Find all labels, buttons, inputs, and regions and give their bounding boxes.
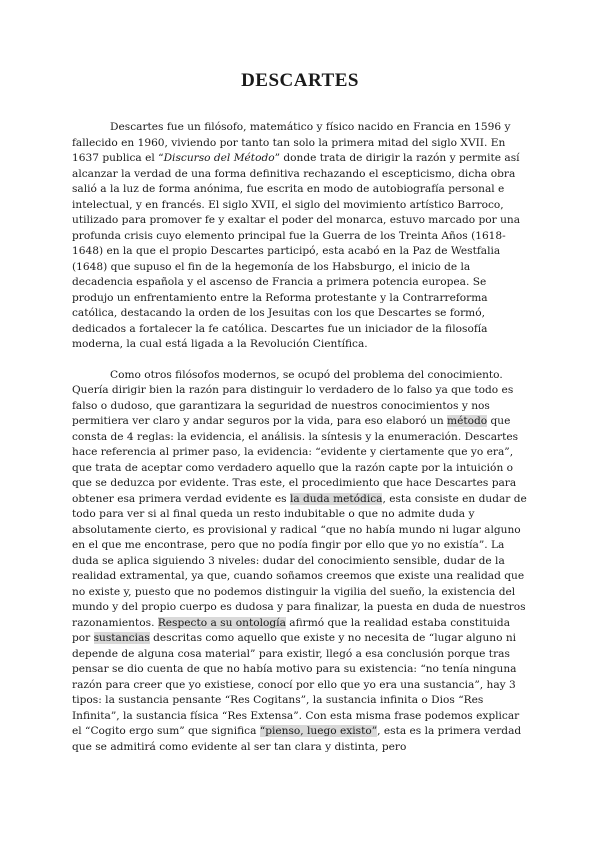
document-title: DESCARTES bbox=[241, 70, 359, 91]
p1-text-b: ” donde trata de dirigir la razón y permite así alcanzar la verdad de una forma definitiva rechazando el escepticismo, dicha obra salió a la luz de forma anónima, fue escrita en modo de autobiografía personal e intelectual, y en francés. El siglo XVII, el siglo del movimiento artístico Barroco, utilizado para promover fe y exaltar el poder del monarca, estuvo marcado por una profunda crisis cuyo elemento principal fue la Guerra de los Treinta Años (1618-1648) en la que el propio Descartes participó, esta acabó en la Paz de Westfalia (1648) que supuso el fin de la hegemonía de los Habsburgo, el inicio de la decadencia española y el ascenso de Francia a primera potencia europea. Se produjo un enfrentamiento entre la Reforma protestante y la Contrarreforma católica, destacando la orden de los Jesuitas con los que Descartes se formó, dedicados a fortalecer la fe católica. Descartes fue un iniciador de la filosofía moderna, la cual está ligada a la Revolución Científica. bbox=[72, 152, 521, 350]
p2-text-c: , esta consiste en dudar de todo para ver si al final queda un resto indubitable o que no admite duda y absolutamente cierto, es provisional y radical “que no había mundo ni lugar alguno en el que me encontrase, pero que no podía fingir por ello que yo no existía”. La duda se aplica siguiendo 3 niveles: dudar del conocimiento sensible, dudar de la realidad extramental, ya que, cuando soñamos creemos que existe una realidad que no existe y, puesto que no podemos distinguir la vigilia del sueño, la existencia del mundo y del propio cuerpo es dudosa y para finalizar, la puesta en duda de nuestros razonamientos. bbox=[72, 492, 527, 629]
p2-text-d: afirmó que la realidad estaba constituida por bbox=[72, 616, 511, 644]
highlight-duda-metodica: la duda metódica bbox=[289, 492, 383, 505]
highlight-pienso-luego-existo: “pienso, luego existo” bbox=[259, 725, 378, 737]
p2-text-b: que consta de 4 reglas: la evidencia, el análisis. la síntesis y la enumeración. Descartes hace referencia al primer paso, la evidencia: “evidente y ciertamente que yo era”, que trata de aceptar como verdadero aquello que la razón capte por la intuición o que se deduzca por evidente. Tras este, el procedimiento que hace Descartes para obtener esa primera verdad evidente es bbox=[72, 415, 519, 505]
highlight-sustancias: sustancias bbox=[93, 632, 150, 644]
highlight-metodo: método bbox=[447, 415, 488, 427]
p1-text-a: Descartes fue un filósofo, matemático y físico nacido en Francia en 1596 y fallecido en 1960, viviendo por tanto tan solo la primera mitad del siglo XVII. En 1637 publica el “ bbox=[72, 121, 511, 164]
paragraph-historical-context bbox=[72, 120, 528, 353]
p2-text-f: , esta es la primera verdad que se admitirá como evidente al ser tan clara y distinta, pero bbox=[72, 725, 522, 753]
p2-text-a: Como otros filósofos modernos, se ocupó del problema del conocimiento. Quería dirigir bien la razón para distinguir lo verdadero de lo falso ya que todo es falso o dudoso, que garantizara la seguridad de nuestros conocimientos y nos permitiera ver claro y andar seguros por la vida, para eso elaboró un bbox=[72, 368, 514, 427]
paragraph-knowledge-problem bbox=[72, 368, 528, 756]
highlight-ontologia: Respecto a su ontología bbox=[157, 616, 286, 629]
book-title-discurso: Discurso del Método bbox=[163, 152, 275, 164]
p2-text-e: descritas como aquello que existe y no necesita de “lugar alguno ni depende de alguna cosa material” para existir, llegó a esa conclusión porque tras pensar se dio cuenta de que no había motivo para su existencia: “no tenía ninguna razón para creer que yo existiese, conocí por ello que yo era una sustancia”, hay 3 tipos: la sustancia pensante “Res Cogitans”, la sustancia infinita o Dios “Res Infinita”, la sustancia física “Res Extensa”. Con esta misma frase podemos explicar el “Cogito ergo sum” que significa bbox=[72, 632, 520, 737]
